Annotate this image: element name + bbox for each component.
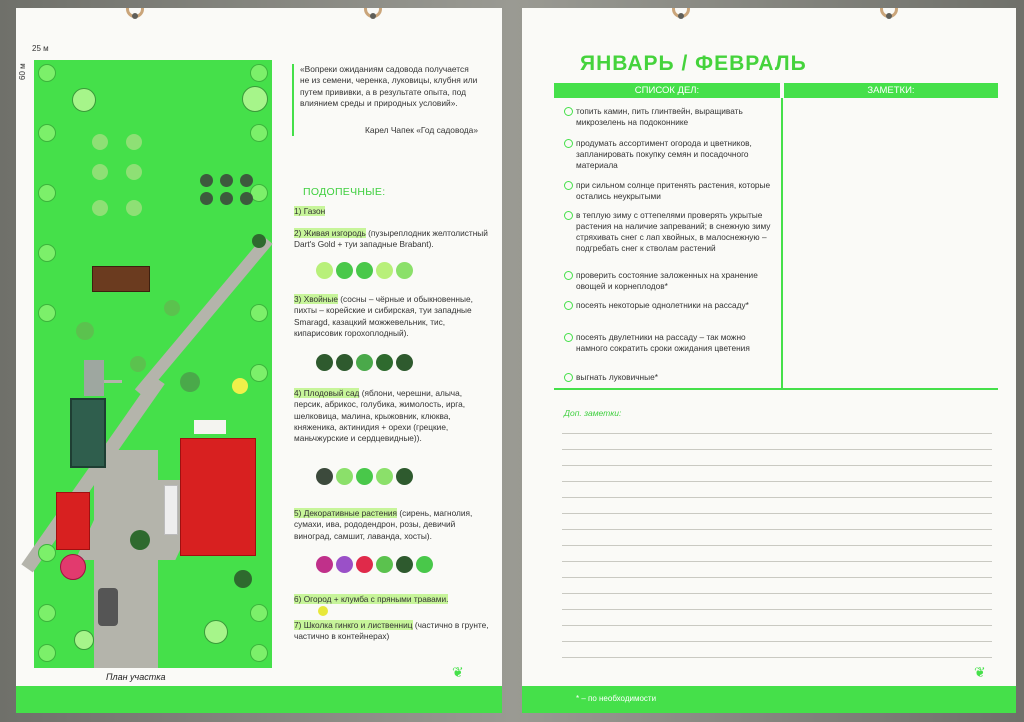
ward-name: Плодовый сад: [303, 388, 360, 398]
ward-name: Живая изгородь: [303, 228, 366, 238]
binding-ring-icon: [880, 8, 898, 18]
ward-item: [294, 594, 490, 605]
page-footer-bar: [16, 686, 502, 713]
ward-num: 7): [294, 620, 302, 630]
herb-icon: [318, 606, 328, 616]
hedge-swatches: [316, 262, 413, 279]
todo-item: посеять двулетники на рассаду – так можно намного сократить сроки ожидания цветения: [564, 332, 778, 354]
left-page: [16, 8, 502, 713]
conifer-icon: [396, 354, 413, 371]
flower-icon: [416, 556, 433, 573]
flower-icon: [396, 556, 413, 573]
bush-icon: [356, 262, 373, 279]
conifer-swatches: [316, 354, 413, 371]
todo-item: при сильном солнце притенять растения, которые остались неукрытыми: [564, 180, 778, 202]
shed: [84, 360, 104, 396]
ward-name: Газон: [303, 206, 326, 216]
conifer-icon: [356, 354, 373, 371]
todo-header: СПИСОК ДЕЛ:: [554, 83, 780, 98]
column-divider: [781, 98, 783, 388]
ward-num: 3): [294, 294, 302, 304]
page-title: ЯНВАРЬ / ФЕВРАЛЬ: [580, 52, 807, 75]
site-plan: [34, 60, 272, 668]
fruit-tree-icon: [396, 468, 413, 485]
deck: [194, 420, 226, 434]
footnote: * – по необходимости: [576, 694, 657, 703]
binding-ring-icon: [126, 8, 144, 18]
car: [98, 588, 118, 626]
ward-item: [294, 294, 490, 339]
fruit-tree-icon: [356, 468, 373, 485]
plan-width-label: 25 м: [32, 44, 49, 53]
ward-desc: (яблони, черешни, алыча, персик, абрикос, голубика, жимолость, ирга, шелковица, малина, крыжовник, клюква, княженика, актинидия + орехи (грецкие, маньчжурские и сердцевидные)).: [294, 388, 466, 444]
ward-item: [294, 228, 490, 251]
leaf-icon: ❦: [452, 664, 464, 680]
ward-name: Декоративные растения: [303, 508, 398, 518]
garage-roof: [56, 492, 90, 550]
quote-author: Карел Чапек «Год садовода»: [365, 125, 478, 135]
leaf-icon: ❦: [974, 664, 986, 680]
plan-length-label: 60 м: [18, 63, 27, 80]
ward-item: [294, 388, 490, 444]
conifer-icon: [336, 354, 353, 371]
terrace: [164, 485, 178, 535]
todo-item: выгнать луковичные*: [564, 372, 778, 383]
ward-num: 5): [294, 508, 302, 518]
fruit-tree-icon: [316, 468, 333, 485]
todo-item: в теплую зиму с оттепелями проверять укрытые растения на наличие запреваний; в снежную зиму стряхивать снег с лап хвойных, в малоснежную – подгребать снег к стволам растений: [564, 210, 778, 254]
ward-num: 6): [294, 594, 302, 604]
ward-desc: (пузыреплодник желтолистный Dart's Gold + туи западные Brabant).: [294, 228, 488, 250]
greenhouse: [70, 398, 106, 468]
fruit-tree-icon: [336, 468, 353, 485]
ward-desc: (частично в грунте, частично в контейнерах): [294, 620, 489, 642]
quote-text: «Вопреки ожиданиям садовода получается не из семени, черенка, луковицы, клубня или путем прививки, а в результате опыта, под влиянием среды и природных условий».: [300, 64, 478, 108]
flower-icon: [376, 556, 393, 573]
wards-heading: ПОДОПЕЧНЫЕ:: [303, 186, 386, 198]
todo-item: топить камин, пить глинтвейн, выращивать микрозелень на подоконнике: [564, 106, 778, 128]
epigraph-quote: [292, 64, 478, 136]
ward-num: 1): [294, 206, 302, 216]
ward-num: 2): [294, 228, 302, 238]
binding-ring-icon: [364, 8, 382, 18]
ward-desc: (сирень, магнолия, сумахи, ива, рододендрон, розы, девичий виноград, самшит, лаванда, хосты).: [294, 508, 473, 541]
ward-item: [294, 206, 490, 217]
plan-caption: План участка: [106, 672, 166, 682]
section-divider: [554, 388, 998, 390]
orchard-swatches: [316, 468, 413, 485]
ward-item: [294, 620, 490, 643]
herb-swatch: [318, 606, 328, 616]
ward-item: [294, 508, 490, 542]
extra-notes-label: Доп. заметки:: [564, 408, 622, 418]
ward-desc: (сосны – чёрные и обыкновенные, пихты – корейские и сибирская, туи западные Smaragd, казацкий можжевельник, тис, кипарисовик горохоплодный).: [294, 294, 473, 338]
conifer-icon: [316, 354, 333, 371]
flower-icon: [336, 556, 353, 573]
todo-item: посеять некоторые однолетники на рассаду*: [564, 300, 778, 311]
bush-icon: [376, 262, 393, 279]
todo-item: проверить состояние заложенных на хранение овощей и корнеплодов*: [564, 270, 778, 292]
bush-icon: [396, 262, 413, 279]
right-page: [522, 8, 1016, 713]
ruled-notes-area[interactable]: [562, 418, 992, 658]
flower-icon: [356, 556, 373, 573]
conifer-icon: [376, 354, 393, 371]
decorative-swatches: [316, 556, 433, 573]
flower-icon: [316, 556, 333, 573]
todo-item: продумать ассортимент огорода и цветников, запланировать покупку семян и посадочного материала: [564, 138, 778, 171]
notes-header: ЗАМЕТКИ:: [784, 83, 998, 98]
vegetable-bed: [92, 266, 150, 292]
ward-name: Хвойные: [303, 294, 338, 304]
ward-num: 4): [294, 388, 302, 398]
bush-icon: [316, 262, 333, 279]
ward-name: Школка гинкго и лиственниц: [303, 620, 413, 630]
house-roof: [180, 438, 256, 556]
bush-icon: [336, 262, 353, 279]
binding-ring-icon: [672, 8, 690, 18]
fruit-tree-icon: [376, 468, 393, 485]
ward-name: Огород + клумба с пряными травами.: [303, 594, 449, 604]
